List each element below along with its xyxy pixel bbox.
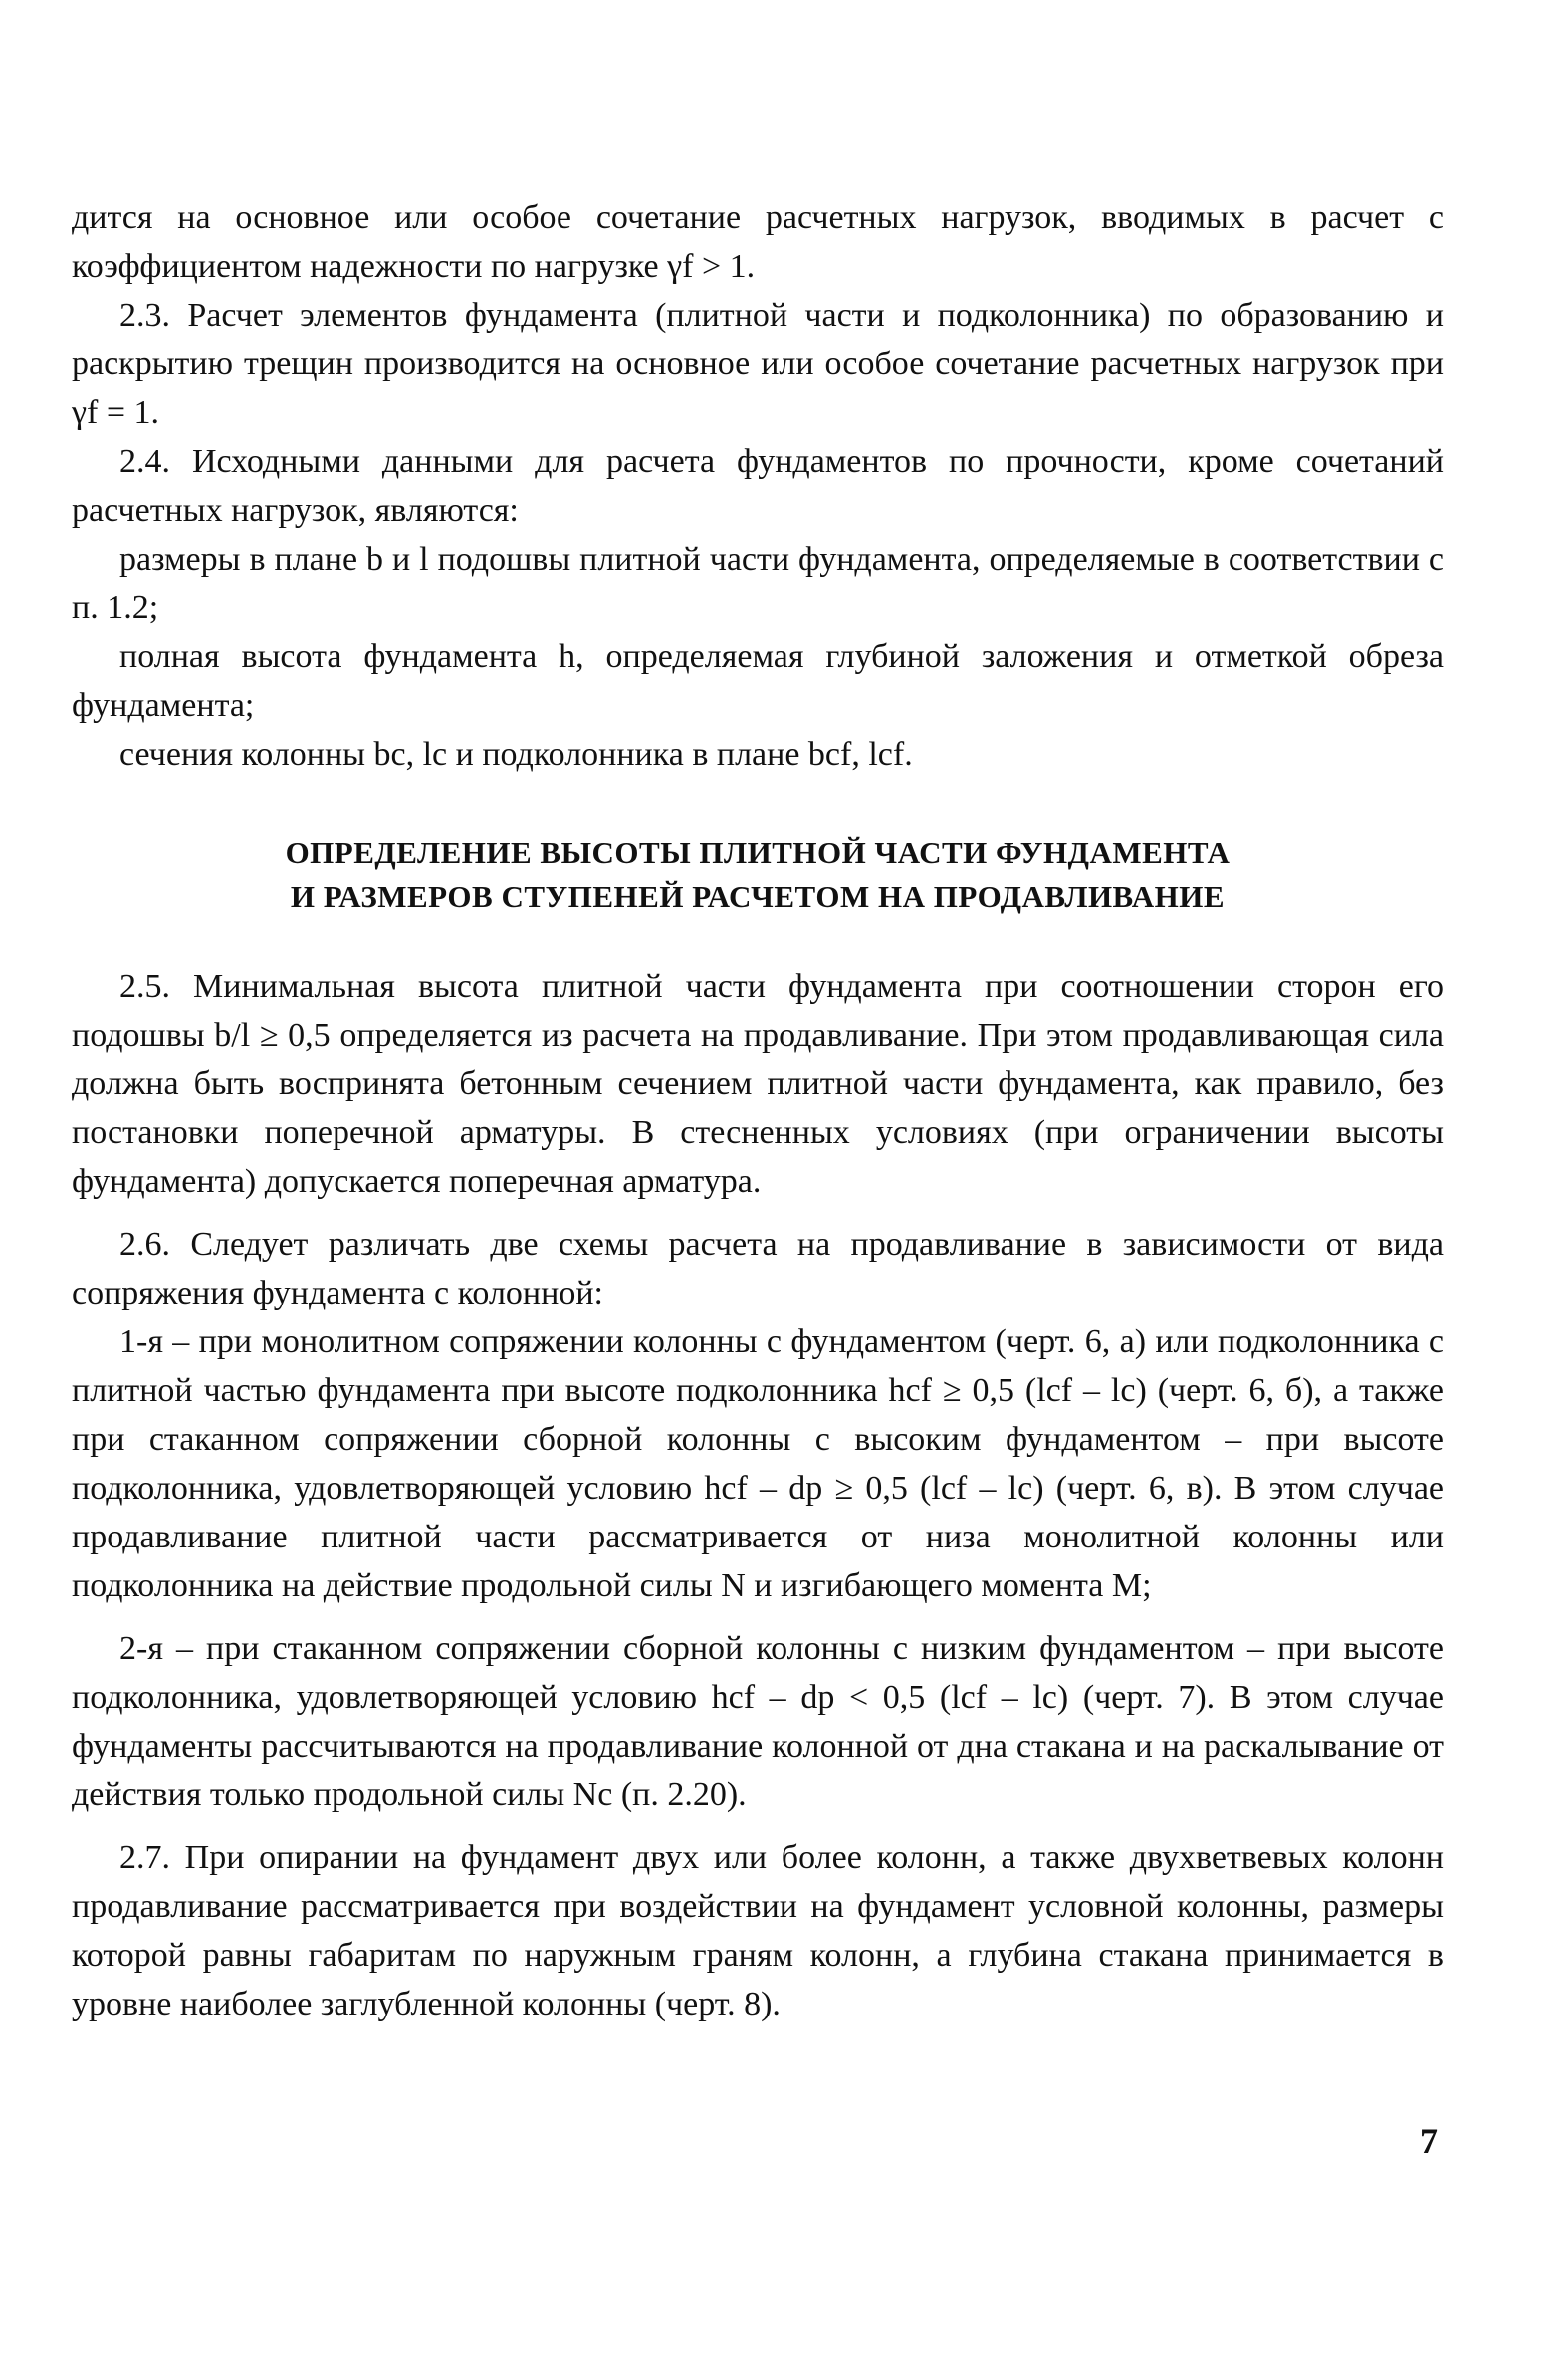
paragraph-scheme-1: 1-я – при монолитном сопряжении колонны с фундаментом (черт. 6, а) или подколонника с плитной частью фундамента при высоте подколонника hcf ≥ 0,5 (lcf – lc) (черт. 6, б), а также при стаканном сопряжении сборной колонны с высоким фундаментом – при высоте подколонника, удовлетворяющей условию hcf – dp ≥ 0,5 (lcf – lc) (черт. 6, в). В этом случае продавливание плитной части рассматривается от низа монолитной колонны или подколонника на действие продольной силы N и изгибающего момента M; xyxy=(72,1323,1444,1604)
page-number: 7 xyxy=(1420,2121,1438,2161)
paragraph-column-sections: сечения колонны bc, lc и подколонника в плане bcf, lcf. xyxy=(119,736,913,773)
section-heading xyxy=(72,831,1444,919)
bottom-text-block xyxy=(72,962,1444,2028)
section-heading-line-2: И РАЗМЕРОВ СТУПЕНЕЙ РАСЧЕТОМ НА ПРОДАВЛИВАНИЕ xyxy=(290,879,1226,914)
paragraph-2-4: 2.4. Исходными данными для расчета фундаментов по прочности, кроме сочетаний расчетных нагрузок, являются: xyxy=(72,443,1444,529)
paragraph-continuation: дится на основное или особое сочетание расчетных нагрузок, вводимых в расчет с коэффициентом надежности по нагрузке γf > 1. xyxy=(72,199,1444,285)
paragraph-2-7: 2.7. При опирании на фундамент двух или более колонн, а также двухветвевых колонн продавливание рассматривается при воздействии на фундамент условной колонны, размеры которой равны габаритам по наружным граням колонн, а глубина стакана принимается в уровне наиболее заглубленной колонны (черт. 8). xyxy=(72,1839,1444,2022)
paragraph-2-6: 2.6. Следует различать две схемы расчета на продавливание в зависимости от вида сопряжения фундамента с колонной: xyxy=(72,1226,1444,1311)
paragraph-plan-dimensions: размеры в плане b и l подошвы плитной части фундамента, определяемые в соответствии с п. 1.2; xyxy=(72,541,1444,626)
paragraph-2-5: 2.5. Минимальная высота плитной части фундамента при соотношении сторон его подошвы b/l ≥ 0,5 определяется из расчета на продавливание. При этом продавливающая сила должна быть воспринята бетонным сечением плитной части фундамента, как правило, без постановки поперечной арматуры. В стесненных условиях (при ограничении высоты фундамента) допускается поперечная арматура. xyxy=(72,968,1444,1200)
top-text-block xyxy=(72,193,1444,779)
section-heading-line-1: ОПРЕДЕЛЕНИЕ ВЫСОТЫ ПЛИТНОЙ ЧАСТИ ФУНДАМЕНТА xyxy=(285,835,1231,870)
paragraph-scheme-2: 2-я – при стаканном сопряжении сборной колонны с низким фундаментом – при высоте подколонника, удовлетворяющей условию hcf – dp < 0,5 (lcf – lc) (черт. 7). В этом случае фундаменты рассчитываются на продавливание колонной от дна стакана и на раскалывание от действия только продольной силы Nc (п. 2.20). xyxy=(72,1630,1444,1813)
paragraph-full-height: полная высота фундамента h, определяемая глубиной заложения и отметкой обреза фундамента; xyxy=(72,638,1444,724)
paragraph-2-3: 2.3. Расчет элементов фундамента (плитной части и подколонника) по образованию и раскрытию трещин производится на основное или особое сочетание расчетных нагрузок при γf = 1. xyxy=(72,297,1444,431)
